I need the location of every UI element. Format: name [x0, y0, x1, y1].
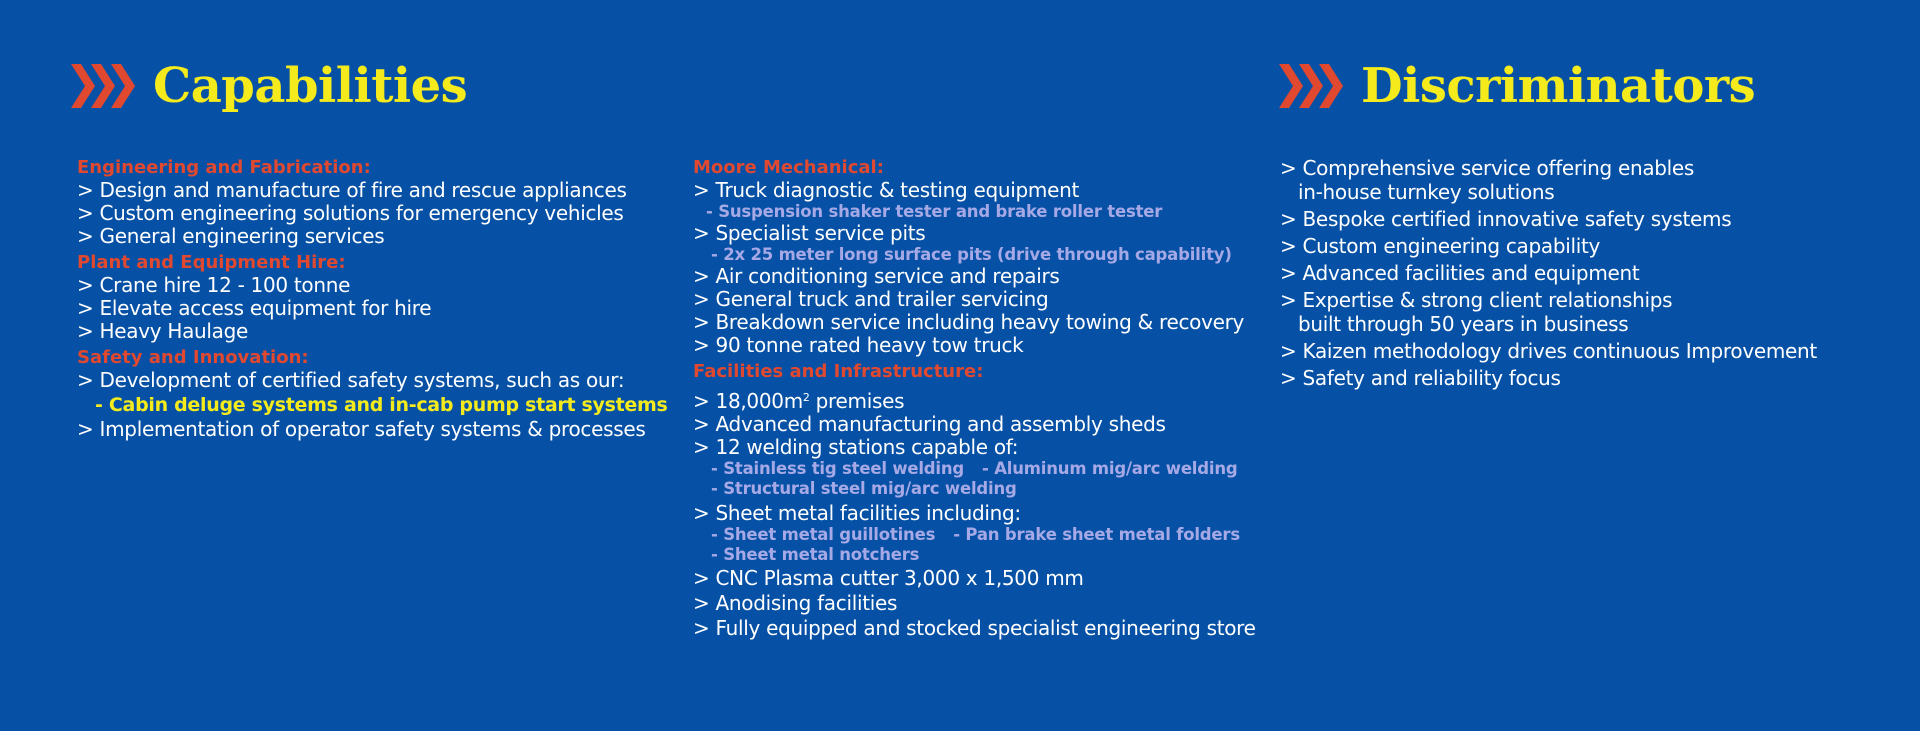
list-item: > Advanced facilities and equipment [1280, 261, 1640, 285]
engineering-heading: Engineering and Fabrication: [77, 157, 371, 178]
sub-item-row [693, 525, 1256, 545]
chevrons-icon [1279, 64, 1339, 108]
sub-item-row [693, 459, 1256, 479]
list-item: > Safety and reliability focus [1280, 366, 1561, 390]
list-item: > Design and manufacture of fire and rescue appliances [77, 178, 627, 202]
list-item: > Custom engineering solutions for emergency vehicles [77, 201, 624, 225]
list-item: > Specialist service pits [693, 221, 926, 245]
list-item: > $18,000m^2$ premises [693, 389, 905, 413]
list-item: > Fully equipped and stocked specialist engineering store [693, 616, 1256, 640]
capabilities-column [77, 157, 668, 441]
sub-item: - Pan brake sheet metal folders [953, 525, 1240, 544]
highlight-item: - Cabin deluge systems and in-cab pump start systems [95, 394, 668, 416]
sub-item: - Stainless tig steel welding [711, 459, 965, 478]
chevron-right-icon [111, 64, 135, 108]
list-item: > 12 welding stations capable of: [693, 435, 1019, 459]
list-item: > Expertise & strong client relationships built through 50 years in business [1280, 288, 1673, 336]
list-item: > Heavy Haulage [77, 319, 249, 343]
list-item: > Development of certified safety systems, such as our: [77, 368, 625, 392]
sub-item: - Aluminum mig/arc welding [982, 459, 1238, 478]
list-item: > Truck diagnostic & testing equipment [693, 178, 1079, 202]
list-item: > Custom engineering capability [1280, 234, 1601, 258]
list-item: > Air conditioning service and repairs [693, 264, 1060, 288]
chevron-right-icon [1319, 64, 1343, 108]
moore-column [693, 157, 1256, 640]
facilities-heading: Facilities and Infrastructure: [693, 361, 984, 382]
list-item: > CNC Plasma cutter 3,000 x 1,500 mm [693, 566, 1084, 590]
list-item: > Breakdown service including heavy towing & recovery [693, 310, 1245, 334]
list-item: > General engineering services [77, 224, 385, 248]
list-item: > Comprehensive service offering enables in-house turnkey solutions [1280, 156, 1695, 204]
plant-heading: Plant and Equipment Hire: [77, 252, 346, 273]
discriminators-column [1280, 156, 1817, 393]
list-item: > Elevate access equipment for hire [77, 296, 432, 320]
discriminators-title: Discriminators [1361, 58, 1756, 114]
capabilities-heading [71, 58, 468, 114]
capabilities-title: Capabilities [153, 58, 468, 114]
list-item: > Bespoke certified innovative safety systems [1280, 207, 1732, 231]
discriminators-heading [1279, 58, 1756, 114]
list-item: > Implementation of operator safety systems & processes [77, 417, 646, 441]
chevrons-icon [71, 64, 131, 108]
sub-item: - Suspension shaker tester and brake roller tester [706, 202, 1163, 221]
sub-item: - Sheet metal guillotines [711, 525, 936, 544]
sub-item: - 2x 25 meter long surface pits (drive through capability) [711, 245, 1232, 264]
list-item: > Kaizen methodology drives continuous Improvement [1280, 339, 1817, 363]
list-item: > General truck and trailer servicing [693, 287, 1049, 311]
list-item: > Anodising facilities [693, 591, 898, 615]
list-item: > Crane hire 12 - 100 tonne [77, 273, 351, 297]
moore-heading: Moore Mechanical: [693, 157, 884, 178]
list-item: > 90 tonne rated heavy tow truck [693, 333, 1024, 357]
safety-heading: Safety and Innovation: [77, 347, 309, 368]
list-item: > Sheet metal facilities including: [693, 501, 1021, 525]
sub-item: - Structural steel mig/arc welding [711, 479, 1017, 498]
list-item: > Advanced manufacturing and assembly sheds [693, 412, 1166, 436]
sub-item: - Sheet metal notchers [711, 545, 920, 564]
